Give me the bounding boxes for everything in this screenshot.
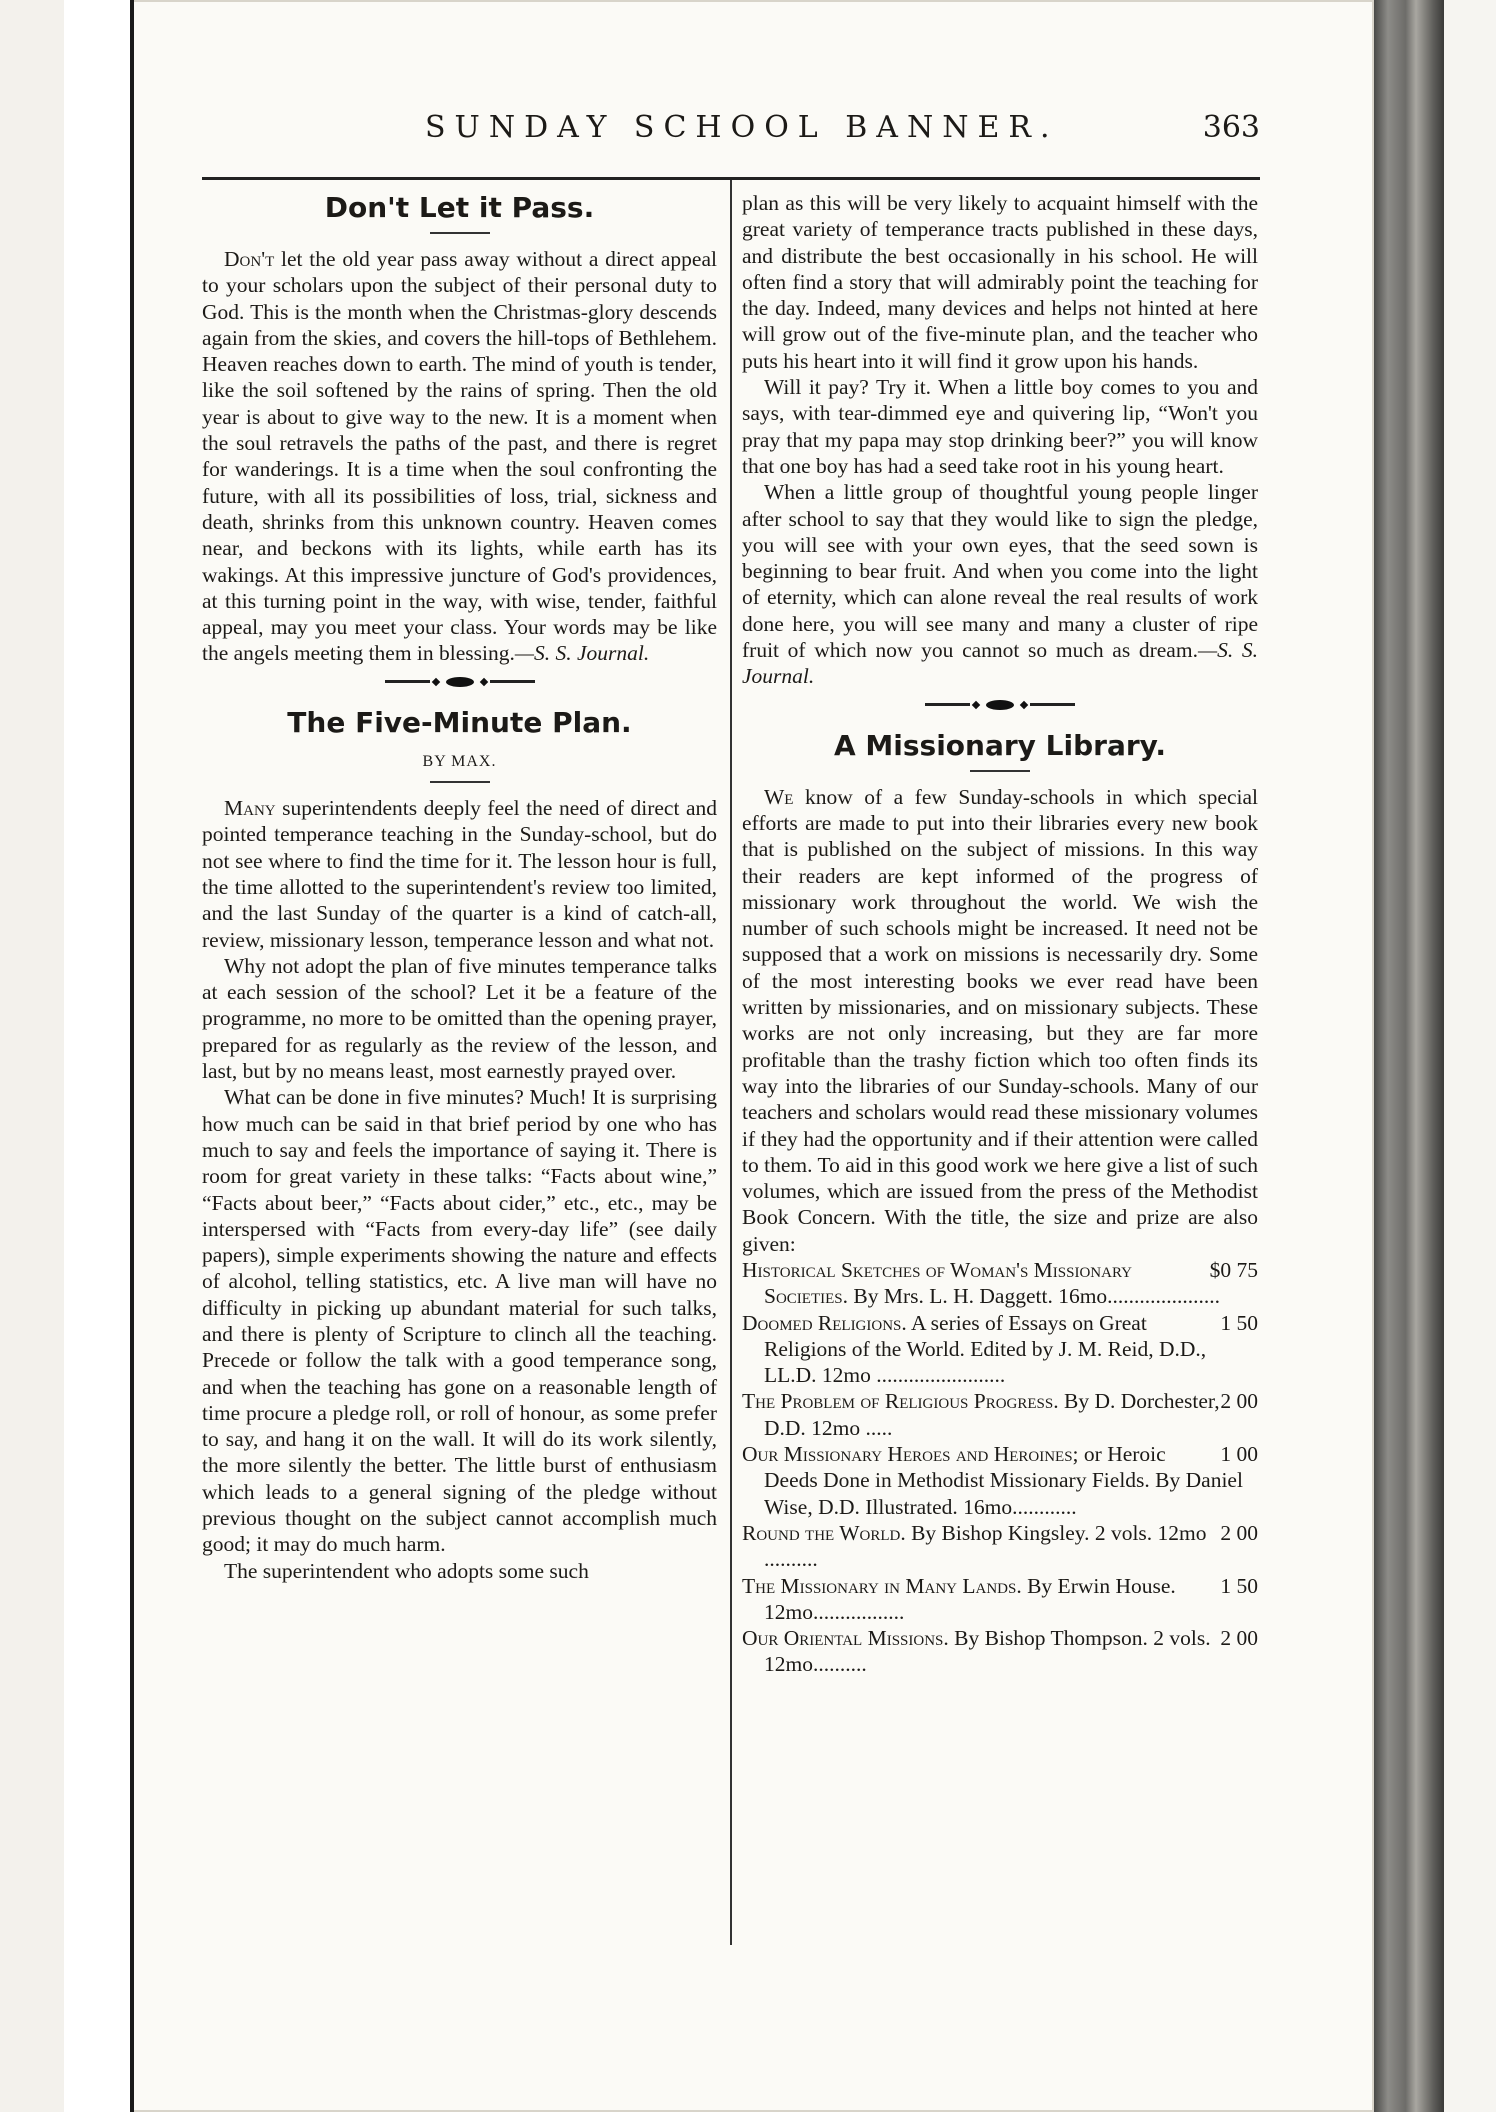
- right-column: [742, 190, 1258, 1678]
- left-page-edge: [64, 0, 134, 2112]
- page-header: [180, 110, 1260, 156]
- book-entry: 2 00 The Problem of Religious Progress. By D. Dorchester, D.D. 12mo .....: [742, 1389, 1258, 1440]
- left-column: [202, 190, 717, 1584]
- book-list: [742, 1257, 1258, 1678]
- byline: BY MAX.: [422, 752, 497, 770]
- lead-word: We: [764, 784, 794, 809]
- article-paragraph: Many superintendents deeply feel the need of direct and pointed temperance teaching in the Sunday-school, but do not see where to find the time for it. The lesson hour is full, the time allotted to the superintendent's review too limited, and the last Sunday of the quarter is a kind of catch-all, review, missionary lesson, temperance lesson and what not.: [202, 796, 717, 952]
- article-title: The Five-Minute Plan.: [287, 705, 632, 739]
- article-title: Don't Let it Pass.: [324, 191, 595, 224]
- title-rule: [970, 770, 1030, 772]
- article-paragraph: When a little group of thoughtful young people linger after school to say that they would like to sign the pledge, you will see with your own eyes, that the seed sown is beginning to bear fruit. And when you come into the light of eternity, which can alone reveal the real results of work done here, you will see many and many a cluster of ripe fruit of which now you cannot so much as dream.—S. S. Journal.: [742, 480, 1258, 689]
- book-entry: $0 75 Historical Sketches of Woman's Missionary Societies. By Mrs. L. H. Daggett. 16mo.....................: [742, 1257, 1258, 1309]
- book-entry: 2 00 Our Oriental Missions. By Bishop Thompson. 2 vols. 12mo..........: [742, 1626, 1258, 1677]
- article-title: A Missionary Library.: [834, 728, 1166, 762]
- book-spine: [1374, 0, 1444, 2112]
- title-rule: [430, 232, 490, 234]
- page-number: 363: [1202, 110, 1260, 145]
- book-entry: 1 00 Our Missionary Heroes and Heroines; or Heroic Deeds Done in Methodist Missionary Fields. By Daniel Wise, D.D. Illustrated. 16mo............: [742, 1442, 1258, 1519]
- lead-word: Many: [224, 796, 276, 821]
- article-paragraph: Don't let the old year pass away without a direct appeal to your scholars upon the subject of their personal duty to God. This is the month when the Christmas-glory descends again from the skies, and covers the hill-tops of Bethlehem. Heaven reaches down to earth. The mind of youth is tender, like the soil softened by the rains of spring. Then the old year is about to give way to the new. It is a moment when the soul retravels the paths of the past, and there is regret for wanderings. It is a time when the soul confronting the future, with all its possibilities of loss, trial, sickness and death, shrinks from this unknown country. Heaven comes near, and beckons with its lights, while earth has its wakings. At this impressive juncture of God's providences, at this turning point in the way, with wise, tender, faithful appeal, may you meet your class. Your words may be like the angels meeting them in blessing.—S. S. Journal.: [202, 247, 717, 666]
- lead-word: Don't: [224, 247, 275, 271]
- article-paragraph: Will it pay? Try it. When a little boy comes to you and says, with tear-dimmed eye and quivering lip, “Won't you pray that my papa may stop drinking beer?” you will know that one boy has had a seed take root in his young heart.: [742, 375, 1258, 478]
- book-entry: 1 50 The Missionary in Many Lands. By Erwin House. 12mo.................: [742, 1573, 1258, 1624]
- title-rule: [430, 781, 490, 783]
- article-paragraph: Why not adopt the plan of five minutes temperance talks at each session of the school? Let it be a feature of the programme, no more to be omitted than the opening prayer, prepared for as regularly as the review of the lesson, and last, but by no means least, most earnestly prayed over.: [202, 953, 717, 1084]
- source-credit: —S. S. Journal.: [514, 641, 650, 666]
- source-credit: —S. S. Journal.: [742, 638, 1258, 689]
- column-divider: [730, 180, 732, 1945]
- article-paragraph: We know of a few Sunday-schools in which special efforts are made to put into their libraries every new book that is published on the subject of missions. In this way their readers are kept informed of the progress of missionary work throughout the world. We wish the number of such schools might be increased. It need not be supposed that a work on missions is necessarily dry. Some of the most interesting books we ever read have been written by missionaries, and on missionary subjects. These works are not only increasing, but they are far more profitable than the trashy fiction which too often finds its way into the libraries of our Sunday-schools. Many of our teachers and scholars would read these missionary volumes if they had the opportunity and if their attention were called to them. To aid in this good work we here give a list of such volumes, which are issued from the press of the Methodist Book Concern. With the title, the size and prize are also given:: [742, 784, 1258, 1256]
- article-paragraph: plan as this will be very likely to acquaint himself with the great variety of temperance tracts published in these days, and distribute the best occasionally in his school. He will often find a story that will admirably point the teaching for the day. Indeed, many devices and helps not hinted at here will grow out of the five-minute plan, and the teacher who puts his heart into it will find it grow upon his hands.: [742, 191, 1258, 373]
- background: [1444, 0, 1496, 2112]
- ornament-divider: [925, 700, 1075, 710]
- book-entry: 2 00 Round the World. By Bishop Kingsley. 2 vols. 12mo ..........: [742, 1520, 1258, 1572]
- running-head: SUNDAY SCHOOL BANNER.: [425, 110, 1059, 145]
- article-paragraph: The superintendent who adopts some such: [224, 1558, 589, 1583]
- ornament-divider: [385, 677, 535, 687]
- article-paragraph: What can be done in five minutes? Much! It is surprising how much can be said in that brief period by one who has much to say and feels the importance of saying it. There is room for great variety in these talks: “Facts about wine,” “Facts about beer,” “Facts about cider,” etc., etc., may be interspersed with “Facts from every-day life” (see daily papers), simple experiments showing the nature and effects of alcohol, telling statistics, etc. A live man will have no difficulty in picking up abundant material for such talks, and there is plenty of Scripture to clinch all the teaching. Precede or follow the talk with a good temperance song, and when the teaching has gone on a reasonable length of time procure a pledge roll, or roll of honour, as some prefer to say, and hang it on the wall. It will do its work silently, the more silently the better. The little burst of enthusiasm which leads to a general signing of the pledge without previous thought on the subject cannot accomplish much good; it may do much harm.: [202, 1085, 717, 1557]
- book-entry: 1 50 Doomed Religions. A series of Essays on Great Religions of the World. Edited by J. M. Reid, D.D., LL.D. 12mo ........................: [742, 1310, 1258, 1388]
